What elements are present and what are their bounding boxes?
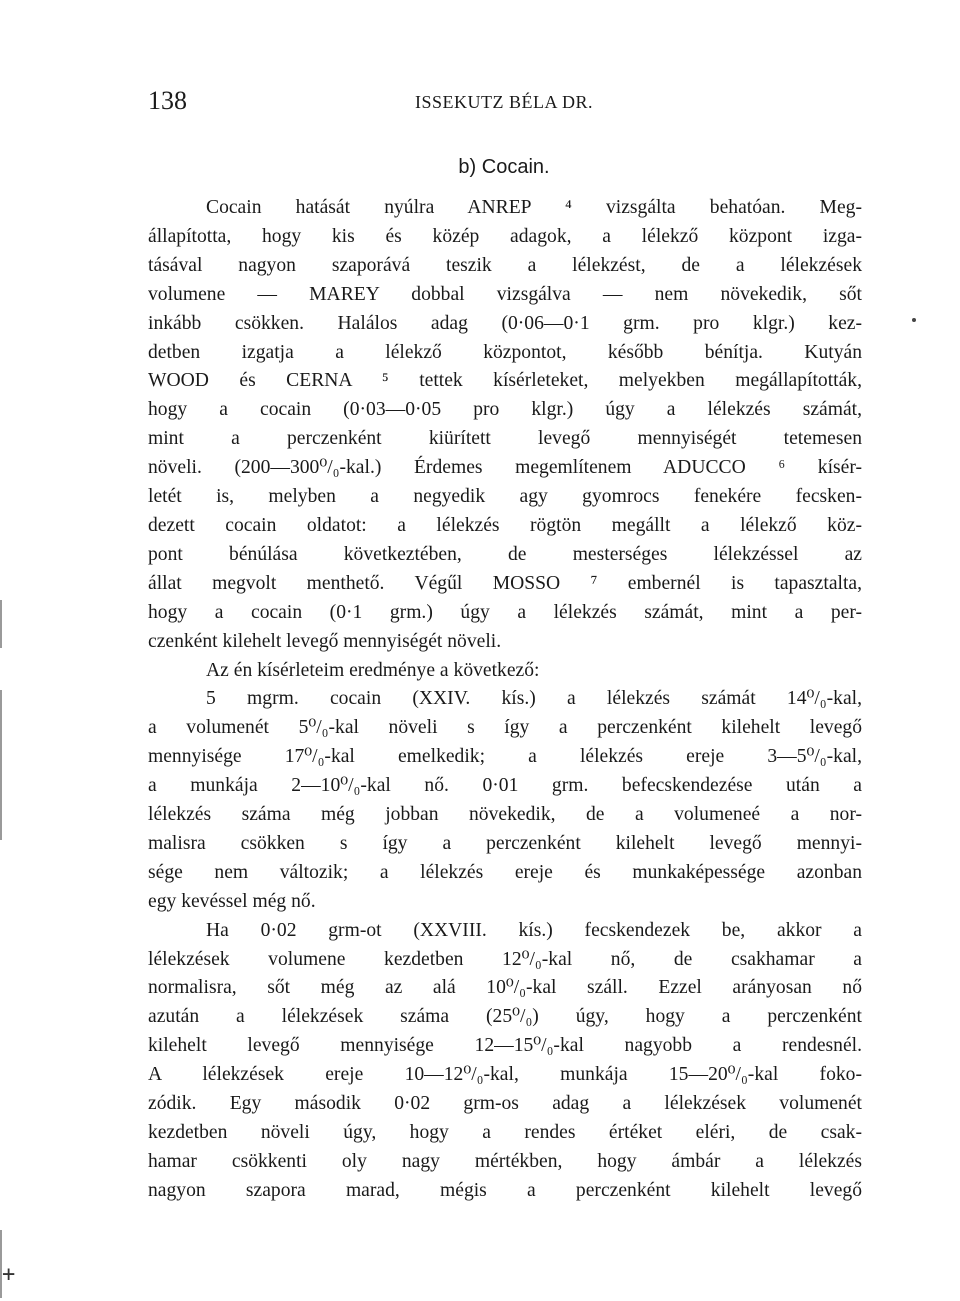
text-line: pont bénúlása következtében, de mesterséges lélekzéssel az (148, 543, 862, 565)
text-line: a munkája 2—10⁰/₀-kal nő. 0·01 grm. befecskendezése után a (148, 775, 862, 797)
text-line: hogy a cocain (0·03—0·05 pro klgr.) úgy a lélekzés számát, (148, 399, 862, 421)
text-line: mint a perczenként kiürített levegő mennyiségét tetemesen (148, 428, 862, 450)
text-line: letét is, melyben a negyedik agy gyomrocs fenekére fecsken- (148, 486, 862, 508)
text-line: a volumenét 5⁰/₀-kal növeli s így a perczenként kilehelt levegő (148, 717, 862, 739)
text-line: növeli. (200—300⁰/₀-kal.) Érdemes megemlítenem ADUCCO ⁶ kísér- (148, 457, 862, 479)
text-line: azután a lélekzések száma (25⁰/₀) úgy, hogy a perczenként (148, 1006, 862, 1028)
text-line: detben izgatja a lélekző központot, később bénítja. Kutyán (148, 341, 862, 363)
text-line: nagyon szapora marad, mégis a perczenként kilehelt levegő (148, 1179, 862, 1201)
text-line: 5 mgrm. cocain (XXIV. kís.) a lélekzés számát 14⁰/₀-kal, (206, 688, 862, 710)
text-line: zódik. Egy második 0·02 grm-os adag a lélekzések volumenét (148, 1093, 862, 1115)
text-line: dezett cocain oldatot: a lélekzés rögtön megállt a lélekző köz- (148, 514, 862, 536)
text-line: állapította, hogy kis és közép adagok, a lélekző központ izga- (148, 225, 862, 247)
text-line: czenként kilehelt levegő mennyiségét növeli. (148, 630, 502, 652)
text-line: hogy a cocain (0·1 grm.) úgy a lélekzés számát, mint a per- (148, 601, 862, 623)
page-header (148, 86, 860, 120)
margin-mark (0, 690, 2, 840)
text-line: normalisra, sőt még az alá 10⁰/₀-kal száll. Ezzel arányosan nő (148, 977, 862, 999)
text-line: tásával nagyon szaporává teszik a lélekzést, de a lélekzések (148, 254, 862, 276)
text-line: mennyisége 17⁰/₀-kal emelkedik; a lélekzés ereje 3—5⁰/₀-kal, (148, 746, 862, 768)
text-line: lélekzések volumene kezdetben 12⁰/₀-kal nő, de csakhamar a (148, 948, 862, 970)
text-line: kilehelt levegő mennyisége 12—15⁰/₀-kal nagyobb a rendesnél. (148, 1035, 862, 1057)
section-title: b) Cocain. (458, 156, 550, 178)
running-head: ISSEKUTZ BÉLA DR. (414, 92, 593, 112)
text-line: inkább csökken. Halálos adag (0·06—0·1 grm. pro klgr.) kez- (148, 312, 862, 334)
page-number: 138 (148, 86, 187, 115)
text-line: volumene — MAREY dobbal vizsgálva — nem növekedik, sőt (148, 283, 862, 305)
text-line: malisra csökken s így a perczenként kilehelt levegő mennyi- (148, 832, 862, 854)
margin-dot (912, 318, 916, 322)
body-text (148, 194, 862, 1206)
margin-mark (0, 600, 2, 648)
text-line: állat megvolt menthető. Végűl MOSSO ⁷ embernél is tapasztalta, (148, 572, 862, 594)
text-line: hamar csökkenti oly nagy mértékben, hogy ámbár a lélekzés (148, 1150, 862, 1172)
text-line: WOOD és CERNA ⁵ tettek kísérleteket, melyekben megállapították, (148, 370, 862, 392)
text-line: lélekzés száma még jobban növekedik, de a volumeneé a nor- (148, 804, 862, 826)
text-line: sége nem változik; a lélekzés ereje és munkaképessége azonban (148, 861, 862, 883)
text-line: egy kevéssel még nő. (148, 890, 316, 912)
text-line: kezdetben növeli úgy, hogy a rendes értéket eléri, de csak- (148, 1122, 862, 1143)
text-line: Ha 0·02 grm-ot (XXVIII. kís.) fecskendezek be, akkor a (206, 919, 862, 941)
text-line: Az én kísérleteim eredménye a következő: (206, 659, 540, 681)
text-line: A lélekzések ereje 10—12⁰/₀-kal, munkája 15—20⁰/₀-kal foko- (148, 1064, 862, 1086)
margin-cross: + (2, 1262, 16, 1287)
text-line: Cocain hatását nyúlra ANREP ⁴ vizsgálta behatóan. Meg- (206, 197, 862, 218)
